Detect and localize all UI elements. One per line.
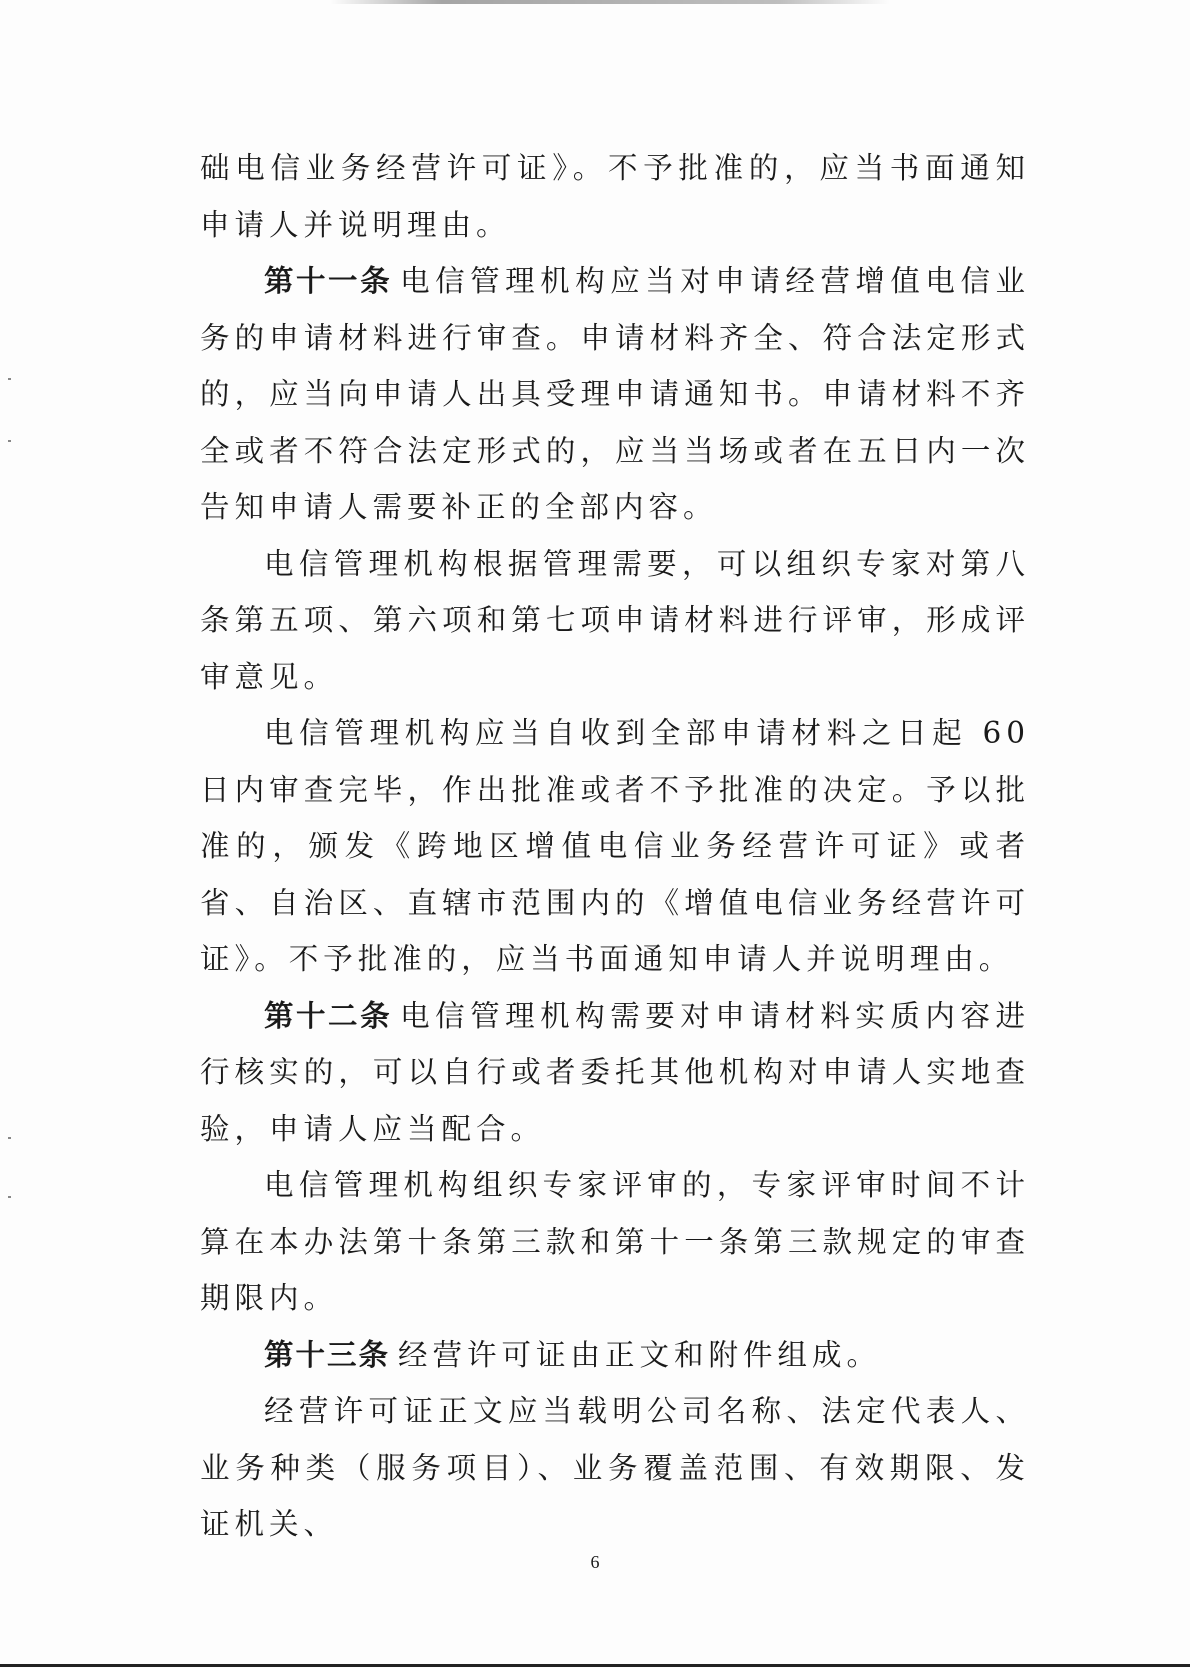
body-text bbox=[200, 140, 1030, 1553]
scan-speck bbox=[8, 1137, 11, 1139]
article-heading: 第十二条 bbox=[264, 998, 393, 1033]
paragraph bbox=[200, 140, 1030, 253]
scan-edge-top bbox=[330, 0, 890, 4]
article-13-paragraph bbox=[200, 1327, 1030, 1384]
paragraph-text: 电信管理机构根据管理需要，可以组织专家对第八条第五项、第六项和第七项申请材料进行评审，形成评审意见。 bbox=[200, 546, 1030, 694]
article-heading: 第十一条 bbox=[264, 264, 393, 298]
paragraph bbox=[200, 1383, 1030, 1553]
paragraph bbox=[200, 1157, 1030, 1327]
paragraph-text: 经营许可证正文应当载明公司名称、法定代表人、业务种类（服务项目）、业务覆盖范围、有效期限、发证机关、 bbox=[200, 1394, 1030, 1541]
article-11-paragraph bbox=[200, 253, 1030, 536]
scan-edge-bottom bbox=[0, 1664, 1190, 1667]
paragraph bbox=[200, 705, 1030, 988]
paragraph-text: 电信管理机构应当自收到全部申请材料之日起 60 日内审查完毕，作出批准或者不予批准的决定。予以批准的，颁发《跨地区增值电信业务经营许可证》或者省、自治区、直辖市范围内的《增值电信业务经营许可证》。不予批准的，应当书面通知申请人并说明理由。 bbox=[200, 716, 1030, 976]
scan-speck bbox=[8, 1196, 11, 1198]
paragraph-text: 电信管理机构应当对申请经营增值电信业务的申请材料进行审查。申请材料齐全、符合法定形式的，应当向申请人出具受理申请通知书。申请材料不齐全或者不符合法定形式的，应当当场或者在五日内一次告知申请人需要补正的全部内容。 bbox=[200, 264, 1030, 524]
paragraph-text: 经营许可证由正文和附件组成。 bbox=[398, 1337, 882, 1372]
paragraph-text: 电信管理机构需要对申请材料实质内容进行核实的，可以自行或者委托其他机构对申请人实地查验，申请人应当配合。 bbox=[200, 998, 1030, 1146]
page-number: 6 bbox=[590, 1552, 600, 1572]
article-12-paragraph bbox=[200, 988, 1030, 1158]
scan-speck bbox=[8, 440, 11, 442]
paragraph-text: 电信管理机构组织专家评审的，专家评审时间不计算在本办法第十条第三款和第十一条第三款规定的审查期限内。 bbox=[200, 1168, 1030, 1315]
paragraph-text: 础电信业务经营许可证》。不予批准的，应当书面通知申请人并说明理由。 bbox=[200, 151, 1030, 242]
article-heading: 第十三条 bbox=[264, 1337, 391, 1372]
scan-speck bbox=[8, 378, 11, 380]
paragraph bbox=[200, 536, 1030, 706]
